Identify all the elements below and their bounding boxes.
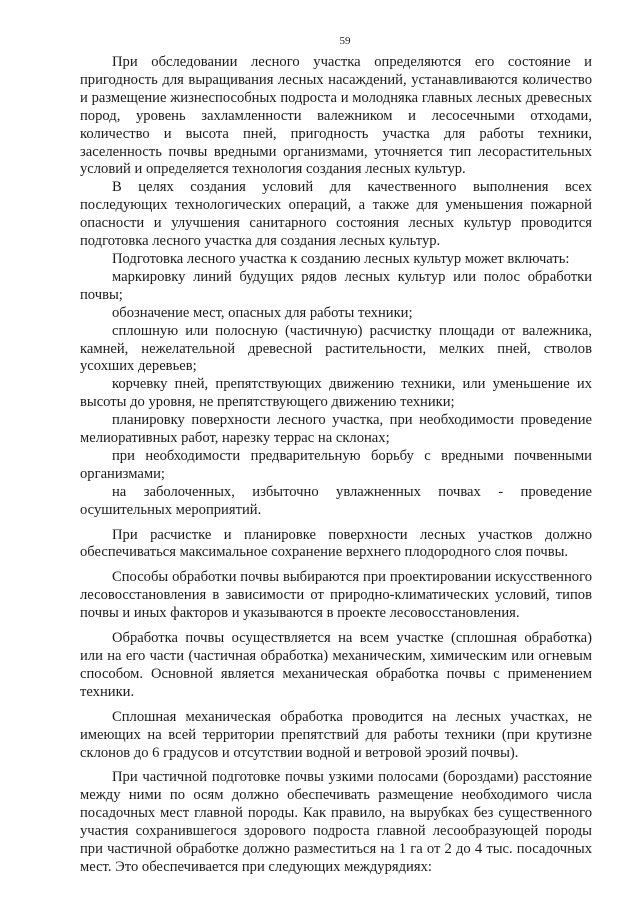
paragraph-topsoil: При расчистке и планировке поверхности лесных участков должно обеспечиваться максимальное сохранение верхнего плодородного слоя почвы. — [80, 526, 592, 561]
list-item-hazard-marking: обозначение мест, опасных для работы техники; — [112, 304, 413, 321]
list-item-clearing: сплошную или полосную (частичную) расчистку площади от валежника, камней, нежелательной древесной растительности, мелких пней, стволов усохших деревьев; — [80, 322, 592, 375]
paragraph-soil-treatment: Обработка почвы осуществляется на всем участке (сплошная обработка) или на его части (частичная обработка) механическим, химическим или огневым способом. Основной является механическая обработка почвы с применением техники. — [80, 630, 592, 700]
list-item-leveling: планировку поверхности лесного участка, при необходимости проведение мелиоративных работ, нарезку террас на склонах; — [80, 412, 592, 447]
list-item-pest-control: при необходимости предварительную борьбу с вредными почвенными организмами; — [80, 447, 592, 482]
paragraph-survey: При обследовании лесного участка определяются его состояние и пригодность для выращивания лесных насаждений, устанавливаются количество и размещение жизнеспособных подроста и молодняка главных лесных древесных пород, уровень захламленности валежником и лесосечными отходами, количество и высота пней, пригодность участка для работы техники, заселенность почвы вредными организмами, уточняется тип лесорастительных условий и определяется технология создания лесных культур. — [80, 54, 592, 178]
document-page — [80, 34, 592, 877]
paragraph-continuous-treatment: Сплошная механическая обработка проводится на лесных участках, не имеющих на всей территории препятствий для работы техники (при крутизне склонов до 6 градусов и отсутствии водной и ветровой эрозий почвы). — [80, 708, 592, 761]
list-item-stump-removal: корчевку пней, препятствующих движению техники, или уменьшение их высоты до уровня, не препятствующего движению техники; — [80, 376, 592, 411]
paragraph-purpose: В целях создания условий для качественного выполнения всех последующих технологических операций, а также для уменьшения пожарной опасности и улучшения санитарного состояния лесных культур проводится подготовка лесного участка для создания лесных культур. — [80, 179, 592, 250]
list-item-drainage: на заболоченных, избыточно увлажненных почвах - проведение осушительных мероприятий. — [80, 483, 592, 518]
paragraph-preparation-intro: Подготовка лесного участка к созданию лесных культур может включать: — [112, 250, 570, 267]
paragraph-methods: Способы обработки почвы выбираются при проектировании искусственного лесовосстановления в зависимости от природно-климатических условий, типов почвы и иных факторов и указываются в проекте лесовосстановления. — [80, 569, 592, 622]
list-item-marking: маркировку линий будущих рядов лесных культур или полос обработки почвы; — [80, 268, 592, 303]
paragraph-partial-treatment: При частичной подготовке почвы узкими полосами (бороздами) расстояние между ними по осям должно обеспечивать размещение необходимого числа посадочных мест главной породы. Как правило, на вырубках без существенного участия сохранившегося здорового подроста главной лесообразующей породы при частичной обработке должно разместиться на 1 га от 2 до 4 тыс. посадочных мест. Это обеспечивается при следующих междурядиях: — [80, 769, 592, 875]
page-number: 59 — [339, 35, 351, 47]
